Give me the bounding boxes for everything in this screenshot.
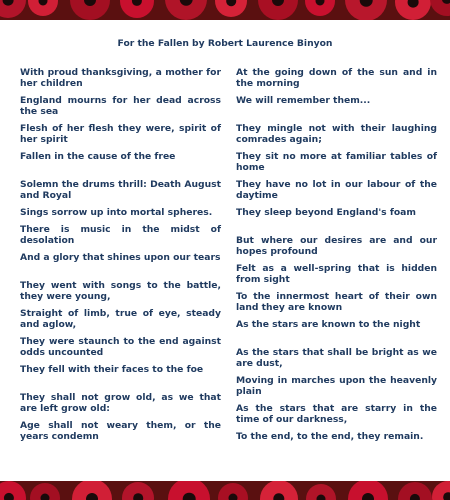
stanza xyxy=(20,280,221,375)
poem-line: They have no lot in our labour of the daytime xyxy=(236,179,437,201)
poem-line: They sleep beyond England's foam xyxy=(236,207,416,218)
poppy-flower-icon xyxy=(395,0,431,20)
poppy-banner-top xyxy=(0,0,450,20)
poem-line: As the stars are known to the night xyxy=(236,319,421,330)
stanza xyxy=(236,347,437,442)
poem-line: Straight of limb, true of eye, steady and aglow, xyxy=(20,308,221,330)
poem-line: But where our desires are and our hopes profound xyxy=(236,235,437,257)
poem-line: Felt as a well-spring that is hidden from sight xyxy=(236,263,437,285)
poppy-flower-icon xyxy=(168,481,210,500)
poppy-flower-icon xyxy=(28,0,58,16)
poem-line: They fell with their faces to the foe xyxy=(20,364,204,375)
poppy-flower-icon xyxy=(432,481,450,500)
poppy-flower-icon xyxy=(30,483,60,500)
poem-line: Fallen in the cause of the free xyxy=(20,151,176,162)
poem-line: With proud thanksgiving, a mother for her children xyxy=(20,67,221,89)
poem-line: Sings sorrow up into mortal spheres. xyxy=(20,207,213,218)
poem-line: Age shall not weary them, or the years condemn xyxy=(20,420,221,442)
stanza xyxy=(236,67,437,106)
poem-line: They sit no more at familiar tables of home xyxy=(236,151,437,173)
poppy-flower-icon xyxy=(218,483,248,500)
poem-line: To the end, to the end, they remain. xyxy=(236,431,424,442)
poem-line: Flesh of her flesh they were, spirit of her spirit xyxy=(20,123,221,145)
poppy-flower-icon xyxy=(430,0,450,16)
stanza xyxy=(236,235,437,330)
poppy-flower-icon xyxy=(215,0,247,17)
poem-line: England mourns for her dead across the sea xyxy=(20,95,221,117)
poppy-flower-icon xyxy=(260,481,298,500)
poppy-flower-icon xyxy=(348,481,388,500)
poppy-flower-icon xyxy=(305,0,335,16)
poppy-flower-icon xyxy=(398,482,432,500)
poem-line: And a glory that shines upon our tears xyxy=(20,252,221,263)
poem-title: For the Fallen by Robert Laurence Binyon xyxy=(117,38,333,49)
poppy-banner-bottom xyxy=(0,481,450,500)
poem-line: As the stars that shall be bright as we are dust, xyxy=(236,347,437,369)
poppy-flower-icon xyxy=(345,0,387,20)
poppy-flower-icon xyxy=(0,481,26,500)
poppy-flower-icon xyxy=(70,0,110,20)
poem-line: They went with songs to the battle, they were young, xyxy=(20,280,221,302)
poppy-flower-icon xyxy=(122,482,154,500)
stanza xyxy=(20,392,221,442)
poem-line: Moving in marches upon the heavenly plain xyxy=(236,375,437,397)
right-column xyxy=(236,67,437,459)
stanza xyxy=(20,67,221,162)
poem-line: At the going down of the sun and in the morning xyxy=(236,67,437,89)
poem-line: They were staunch to the end against odds uncounted xyxy=(20,336,221,358)
poem-line: They shall not grow old, as we that are left grow old: xyxy=(20,392,221,414)
poppy-flower-icon xyxy=(72,481,112,500)
poem-line: We will remember them... xyxy=(236,95,371,106)
poppy-flower-icon xyxy=(258,0,298,20)
poem-sheet xyxy=(0,20,450,481)
poem-line: To the innermost heart of their own land they are known xyxy=(236,291,437,313)
poem-line: They mingle not with their laughing comrades again; xyxy=(236,123,437,145)
poem-line: As the stars that are starry in the time of our darkness, xyxy=(236,403,437,425)
poppy-flower-icon xyxy=(120,0,154,18)
poppy-flower-icon xyxy=(306,484,336,500)
stanza xyxy=(20,179,221,263)
poem-line: Solemn the drums thrill: Death August and Royal xyxy=(20,179,221,201)
left-column xyxy=(20,67,221,459)
poppy-flower-icon xyxy=(0,0,26,18)
poem-line: There is music in the midst of desolation xyxy=(20,224,221,246)
poppy-flower-icon xyxy=(165,0,207,20)
stanza xyxy=(236,123,437,218)
